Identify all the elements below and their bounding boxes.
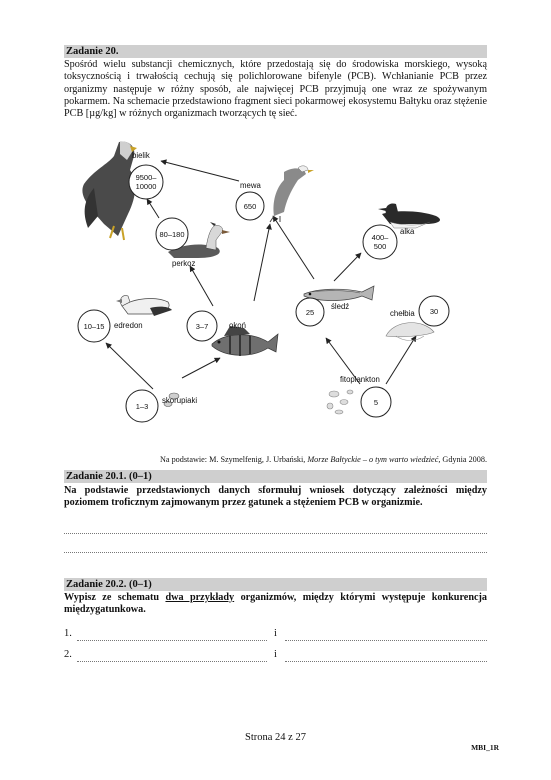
- chelbia-icon: [386, 323, 434, 341]
- task-20-intro: Spośród wielu substancji chemicznych, które przedostają się do środowiska morskiego, wysoką toksycznością i trwałością cechują się polichlorowane bifenyle (PCB). Wchłanianie PCB przez organizmy następuje w różny sposób, ale najwięcej PCB przyjmują one wraz ze spożywanym pokarmem. Na schemacie przedstawiono fragment sieci pokarmowej ekosystemu Bałtyku oraz stężenie PCB [µg/kg] w różnych organizmach tworzących tę sieć.: [64, 59, 487, 120]
- answer-line-20-1-b[interactable]: [64, 552, 487, 553]
- arrow-fitoplankton-chelbia: [386, 336, 416, 384]
- answer-line-1-left[interactable]: [77, 640, 267, 641]
- task-20-1-question: Na podstawie przedstawionych danych sformułuj wniosek dotyczący zależności między poziomem troficznym zajmowanym przez gatunek a stężeniem PCB w organizmie.: [64, 485, 487, 509]
- page-number: Strona 24 z 27: [245, 732, 306, 743]
- label-skorupiaki: skorupiaki: [162, 396, 198, 405]
- answer-number-2: 2.: [64, 649, 72, 660]
- value-fitoplankton: 5: [373, 398, 379, 407]
- bielik-icon: [82, 141, 137, 240]
- label-fitoplankton: fitoplankton: [340, 375, 380, 384]
- edredon-icon: [116, 296, 172, 316]
- task-20-2-question-emphasis: dwa przykłady: [165, 592, 235, 603]
- answer-row-2: [64, 649, 72, 660]
- value-alka-line2: 500: [373, 242, 387, 251]
- task-20-1-title: Zadanie 20.1. (0–1): [64, 470, 487, 483]
- answer-line-2-left[interactable]: [77, 661, 267, 662]
- label-okon: okoń: [229, 321, 246, 330]
- arrow-sledz-alka: [334, 253, 361, 281]
- value-perkoz: 80–180: [159, 230, 185, 239]
- task-20-2-question-b: organizmów, między którymi występuje konkurencja międzygatunkowa.: [64, 592, 487, 616]
- arrow-okon-mewa: [254, 224, 270, 301]
- label-alka: alka: [400, 227, 415, 236]
- alka-icon: [378, 203, 440, 228]
- label-bielik: bielik: [132, 151, 150, 160]
- exam-code: MBI_1R: [471, 743, 499, 752]
- task-20-2-title: Zadanie 20.2. (0–1): [64, 578, 487, 591]
- arrow-skorupiaki-okon: [182, 358, 220, 378]
- value-edredon: 10–15: [83, 322, 105, 331]
- value-okon: 3–7: [195, 322, 209, 331]
- mewa-icon: [270, 166, 314, 222]
- source-suffix: , Gdynia 2008.: [438, 455, 487, 464]
- answer-connector-1: i: [274, 628, 277, 639]
- answer-number-1: 1.: [64, 628, 72, 639]
- value-chelbia: 30: [429, 307, 439, 316]
- answer-connector-2: i: [274, 649, 277, 660]
- value-alka-line1: 400–: [371, 233, 389, 242]
- arrow-mewa-bielik: [161, 161, 239, 181]
- value-bielik-line2: 10000: [135, 182, 157, 191]
- label-mewa: mewa: [240, 181, 261, 190]
- value-bielik-line1: 9500–: [135, 173, 157, 182]
- value-skorupiaki: 1–3: [135, 402, 149, 411]
- label-edredon: edredon: [114, 321, 143, 330]
- label-perkoz: perkoz: [172, 259, 196, 268]
- fitoplankton-icon: [327, 390, 353, 414]
- food-web-diagram: [64, 136, 487, 436]
- task-20-2-question: [64, 592, 487, 617]
- arrow-skorupiaki-edredon: [106, 343, 153, 389]
- label-chelbia: chełbia: [390, 309, 415, 318]
- answer-line-20-1-a[interactable]: [64, 533, 487, 534]
- answer-line-2-right[interactable]: [285, 661, 487, 662]
- answer-line-1-right[interactable]: [285, 640, 487, 641]
- source-prefix: Na podstawie: M. Szymelfenig, J. Urbański,: [160, 455, 308, 464]
- okon-icon: [212, 326, 278, 356]
- answer-row-1: [64, 628, 72, 639]
- task-20-2-question-a: Wypisz ze schematu: [64, 592, 166, 603]
- label-sledz: śledź: [331, 302, 350, 311]
- source-book-title: Morze Bałtyckie – o tym warto wiedzieć: [307, 455, 439, 464]
- arrow-perkoz-bielik: [147, 199, 159, 218]
- source-note: [64, 455, 487, 464]
- arrow-okon-perkoz: [190, 266, 213, 306]
- task-20-title: Zadanie 20.: [64, 45, 487, 58]
- value-mewa: 650: [243, 202, 257, 211]
- value-sledz: 25: [305, 308, 315, 317]
- arrow-sledz-mewa: [273, 216, 314, 279]
